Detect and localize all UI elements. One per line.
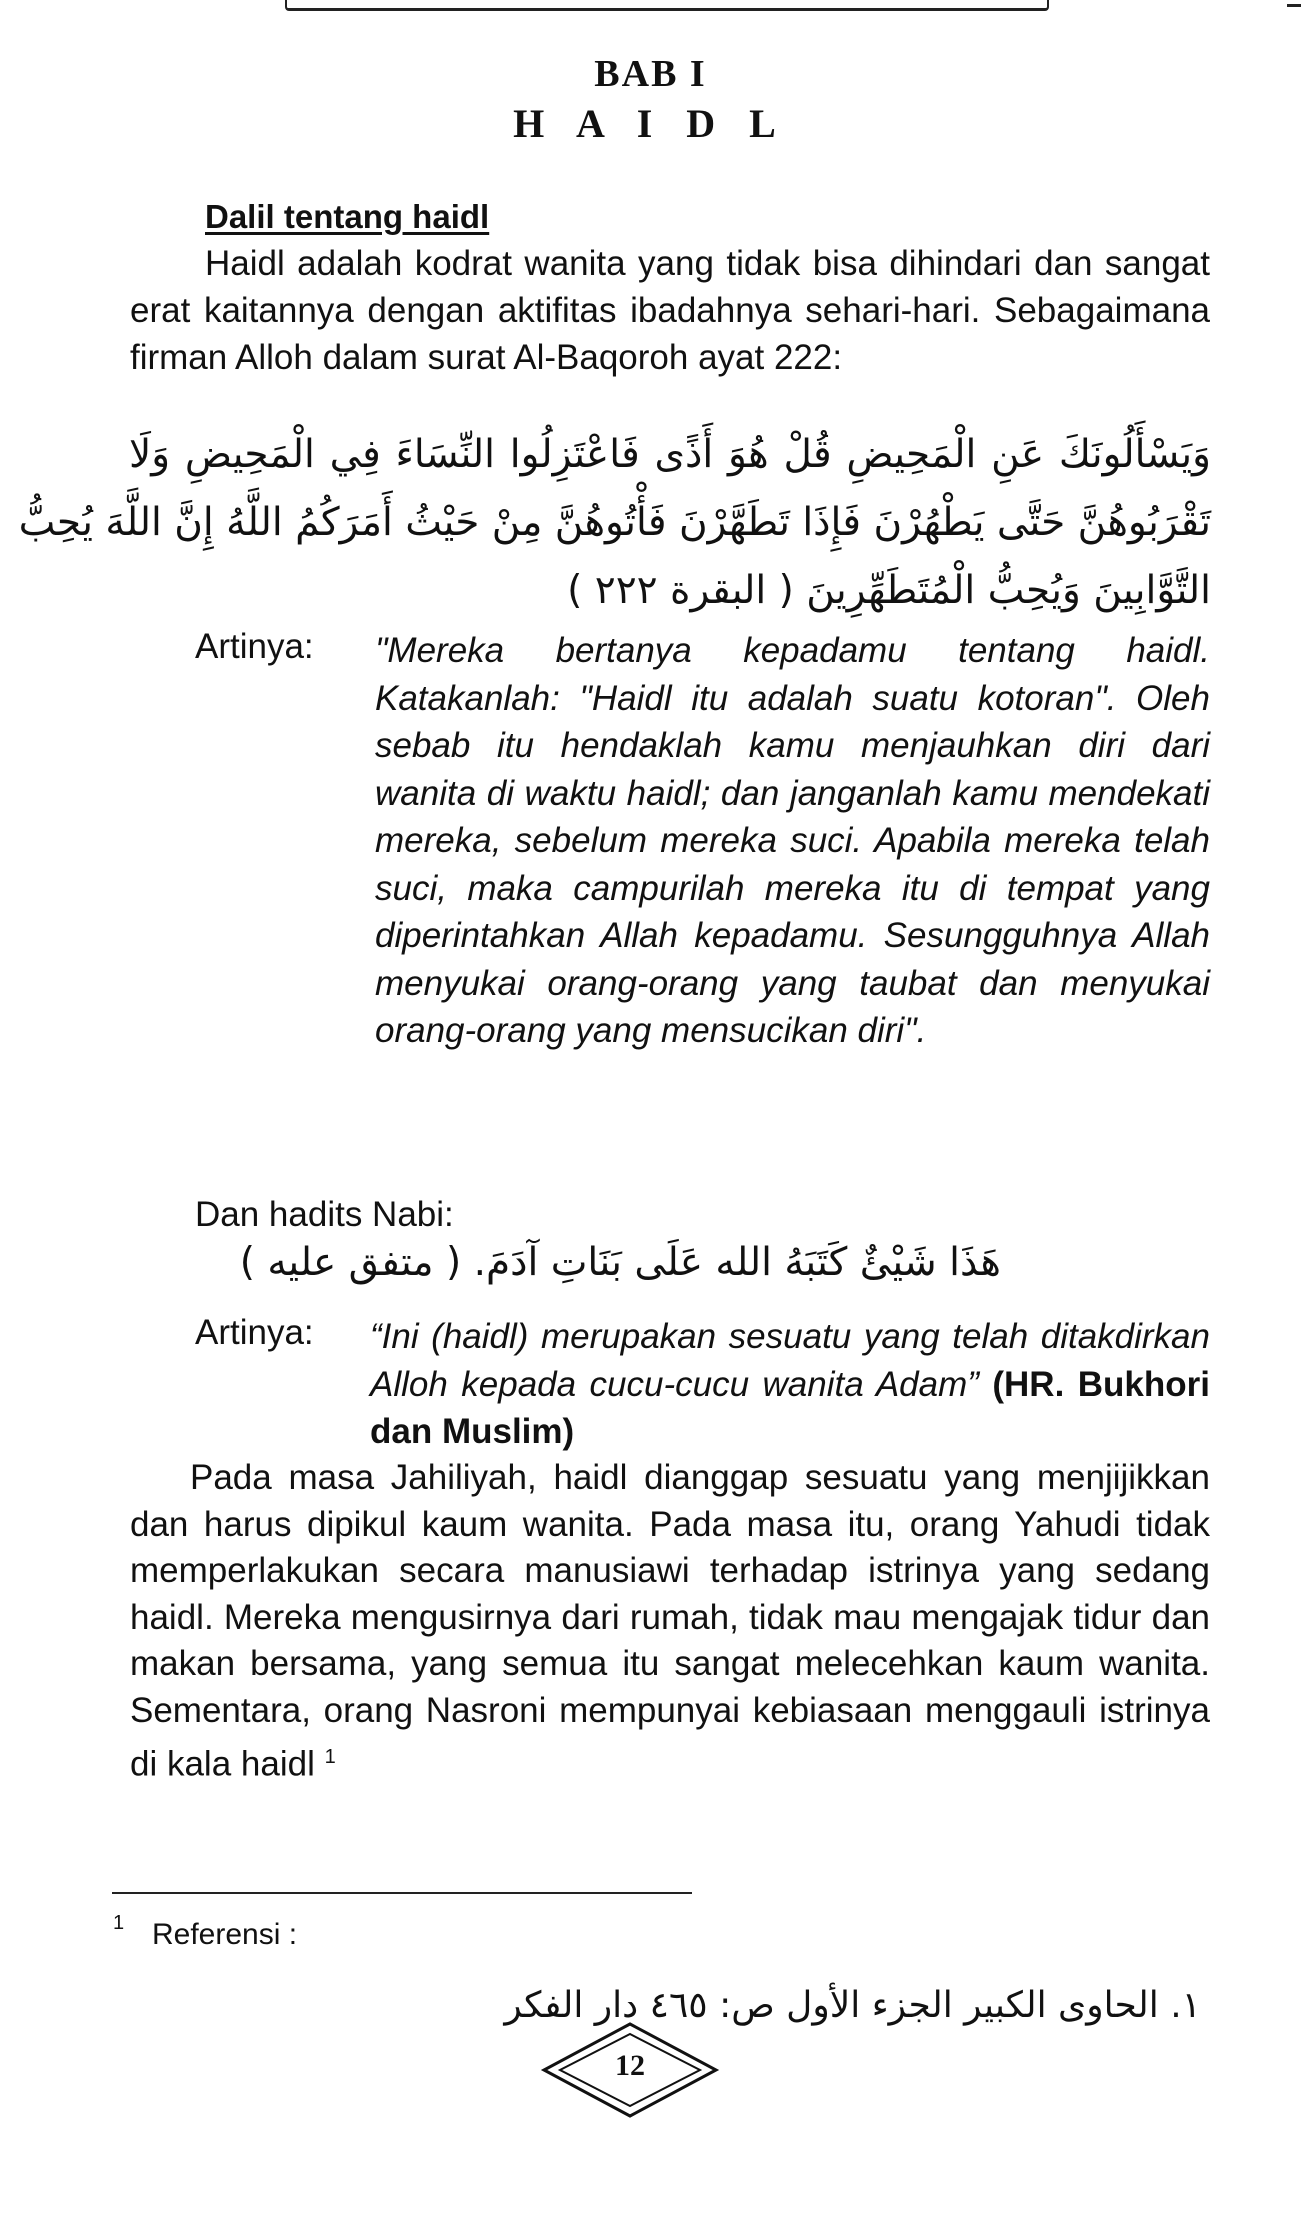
history-paragraph	[130, 1455, 1210, 1788]
quran-translation: "Mereka bertanya kepadamu tentang haidl. Katakanlah: "Haidl itu adalah suatu kotoran". Oleh sebab itu hendaklah kamu menjauhkan diri dari wanita di waktu haidl; dan janganlah kamu mendekati mereka, sebelum mereka suci. Apabila mereka telah suci, maka campurilah mereka itu di tempat yang diperintahkan Allah kepadamu. Sesungguhnya Allah menyukai orang-orang yang taubat dan menyukai orang-orang yang mensucikan diri".	[375, 631, 1210, 1050]
translation-label: Artinya:	[195, 627, 314, 666]
section-heading: Dalil tentang haidl	[205, 198, 490, 235]
history-text: Pada masa Jahiliyah, haidl dianggap sesuatu yang menjijikkan dan harus dipikul kaum wanita. Pada masa itu, orang Yahudi tidak memperlakukan secara manusiawi terhadap istrinya yang sedang haidl. Mereka mengusirnya dari rumah, tidak mau mengajak tidur dan makan bersama, yang semua itu sangat melecehkan kaum wanita. Sementara, orang Nasroni mempunyai kebiasaan menggauli istrinya di kala haidl	[130, 1458, 1210, 1784]
quran-verse-line-2: تَقْرَبُوهُنَّ حَتَّى يَطْهُرْنَ فَإِذَا تَطَهَّرْنَ فَأْتُوهُنَّ مِنْ حَيْثُ أَمَرَكُمُ اللَّهُ إِنَّ اللَّهَ يُحِبُّ	[18, 500, 1211, 545]
hadith-arabic: هَذَا شَيْئٌ كَتَبَهُ الله عَلَى بَنَاتِ آدَمَ. ( متفق عليه )	[239, 1240, 1001, 1285]
hadith-translation-label: Artinya:	[195, 1313, 314, 1352]
chapter-title: H A I D L	[513, 101, 788, 146]
page-number: 12	[615, 2049, 645, 2082]
footnote-divider	[112, 1892, 692, 1894]
top-right-rule	[1287, 0, 1301, 7]
quran-verse-line-1: وَيَسْأَلُونَكَ عَنِ الْمَحِيضِ قُلْ هُوَ أَذًى فَاعْتَزِلُوا النِّسَاءَ فِي الْمَحِيضِ وَلَا	[129, 432, 1211, 477]
hadith-translation: “Ini (haidl) merupakan sesuatu yang telah ditakdirkan Alloh kepada cucu-cucu wanita Adam”	[370, 1317, 1210, 1404]
quran-verse-line-3: التَّوَّابِينَ وَيُحِبُّ الْمُتَطَهِّرِينَ ( البقرة ٢٢٢ )	[567, 568, 1211, 613]
footnote-mark: 1	[324, 1746, 336, 1768]
intro-paragraph: Haidl adalah kodrat wanita yang tidak bisa dihindari dan sangat erat kaitannya dengan aktifitas ibadahnya sehari-hari. Sebagaimana firman Alloh dalam surat Al-Baqoroh ayat 222:	[130, 244, 1210, 377]
hadith-translation-block	[370, 1313, 1210, 1456]
hadith-source: (HR. Bukhori dan Muslim)	[370, 1364, 1210, 1451]
footnote-reference: ١. الحاوى الكبير الجزء الأول ص: ٤٦٥ دار الفكر	[504, 1985, 1201, 2026]
chapter-number: BAB I	[594, 53, 707, 95]
hadith-intro: Dan hadits Nabi:	[195, 1195, 454, 1234]
footnote-label: Referensi :	[152, 1918, 298, 1951]
footnote-number: 1	[113, 1912, 125, 1934]
top-frame-border	[285, 0, 1049, 11]
